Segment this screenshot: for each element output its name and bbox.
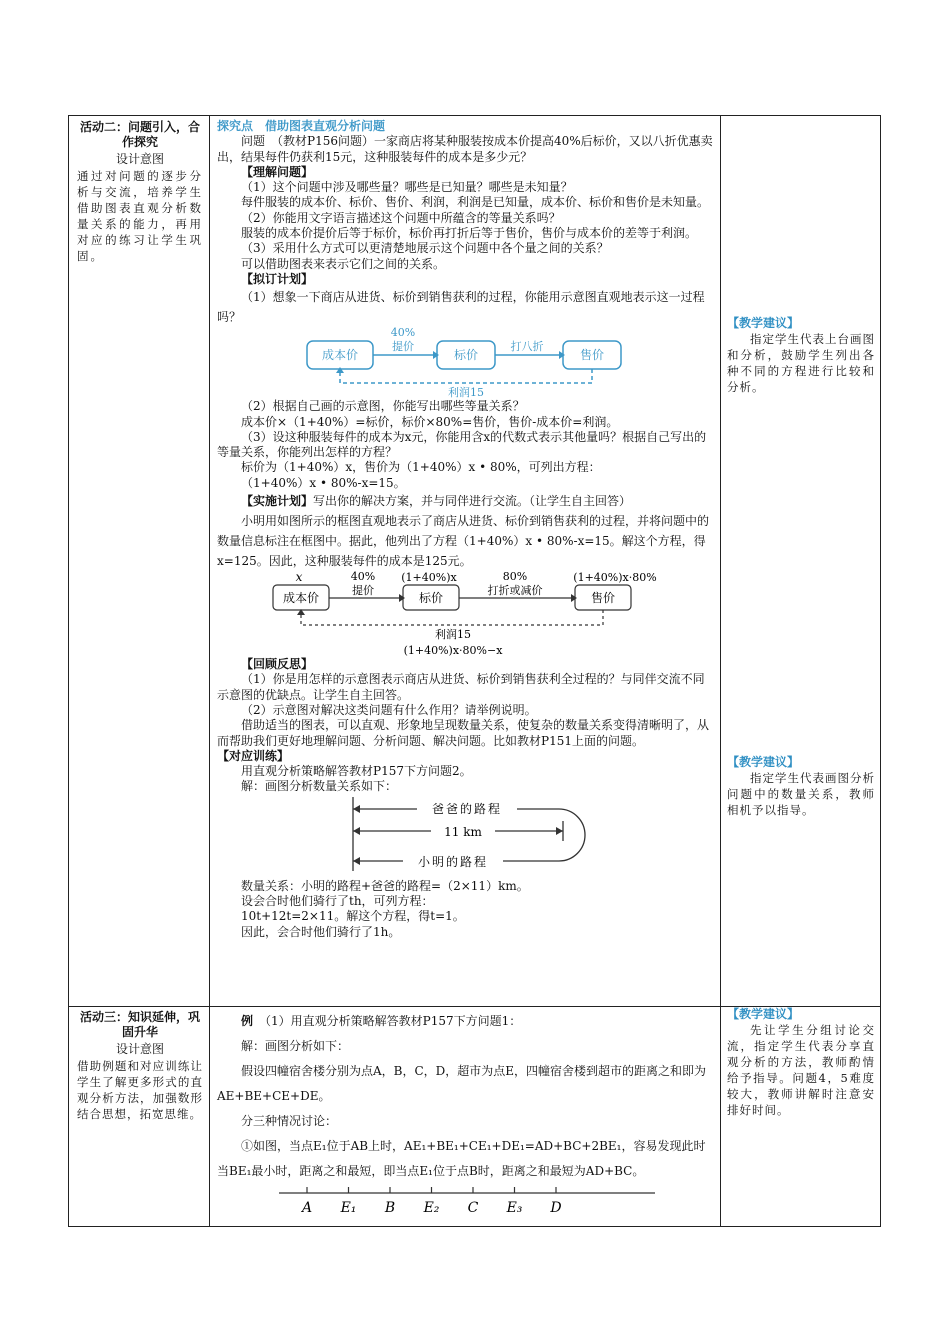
activity3-tip <box>727 1006 875 1118</box>
training-conclusion: 因此，会合时他们骑行了1h。 <box>241 924 401 939</box>
process-diagram-1 <box>217 327 713 399</box>
discount-label: 打八折 <box>510 340 544 354</box>
raise-label: 提价 <box>392 340 414 354</box>
point-label: E₁ <box>340 1200 357 1216</box>
plan-heading: 【拟订计划】 <box>241 271 314 286</box>
activity3-intent-label: 设计意图 <box>115 1042 164 1056</box>
tip-text: 指定学生代表上台画图和分析，鼓励学生列出各种不同的方程进行比较和分析。 <box>727 332 875 394</box>
ming-route-label: 小明的路程 <box>417 854 489 869</box>
question-1: （1）这个问题中涉及哪些量？哪些是已知量？哪些是未知量？ <box>241 180 573 195</box>
profit-bracket <box>340 369 592 383</box>
review-summary: 借助适当的图表，可以直观、形象地呈现数量关系，使复杂的数量关系变得清晰明了，从而帮助我们更好地理解问题、分析问题、解决问题。比如教材P151上面的问题。 <box>217 718 710 748</box>
activity2-left-cell <box>77 120 203 264</box>
training-setup: 设会合时他们骑行了th，可列方程： <box>241 894 434 909</box>
profit-expression: (1+40%)x·80%−x <box>403 644 503 658</box>
column-divider <box>720 116 721 1226</box>
activity2-title: 活动二：问题引入，合作探究 <box>79 120 200 149</box>
question-2: （2）你能用文字语言描述这个问题中所蕴含的等量关系吗？ <box>241 210 561 225</box>
raise-percent-label: 40% <box>390 327 416 340</box>
answer-3: 可以借助图表来表示它们之间的关系。 <box>241 256 446 271</box>
training-solution-intro: 解：画图分析数量关系如下： <box>241 779 398 794</box>
point-label: C <box>467 1200 479 1216</box>
activity2-tip-2 <box>727 754 875 818</box>
training-heading: 【对应训练】 <box>217 748 290 763</box>
plan-equation: （1+40%）x • 80%-x=15。 <box>241 475 406 490</box>
review-2: （2）示意图对解决这类问题有什么作用？请举例说明。 <box>241 702 537 717</box>
activity3-main-cell <box>217 1009 713 1218</box>
activity2-intent-label: 设计意图 <box>115 152 164 166</box>
activity2-main-cell <box>217 119 713 940</box>
example-label: 例 <box>241 1014 254 1028</box>
number-line-diagram <box>217 1184 713 1218</box>
process-diagram-2 <box>217 571 713 657</box>
training-relation: 数量关系：小明的路程+爸爸的路程=（2×11）km。 <box>241 878 529 893</box>
tip-text: 先让学生分组讨论交流，指定学生代表分享直观分析的方法，教师酌情给予指导。问题4，5难度较大，教师讲解时注意安排好时间。 <box>727 1023 875 1117</box>
arrowhead <box>353 857 360 865</box>
activity3-title: 活动三：知识延伸，巩固升华 <box>79 1010 200 1039</box>
training-equation: 10t+12t=2×11。解这个方程，得t=1。 <box>241 909 465 924</box>
activity2-tip-1 <box>727 315 875 395</box>
tip-text: 指定学生代表画图分析问题中的数量关系，教师相机予以指导。 <box>727 771 875 817</box>
raise-percent-label: 40% <box>350 571 376 584</box>
profit-label: 利润15 <box>435 628 471 642</box>
example-text: （1）用直观分析策略解答教材P157下方问题1： <box>265 1014 522 1028</box>
discount-label: 打折或减价 <box>487 584 543 598</box>
review-1: （1）你是用怎样的示意图表示商店从进货、标价到销售获利全过程的？与同伴交流不同示意图的优缺点。让学生自主回答。 <box>217 672 705 702</box>
box3-label: 售价 <box>590 591 616 606</box>
plan-step-3-answer: 标价为（1+40%）x，售价为（1+40%）x • 80%，可列出方程： <box>241 460 601 475</box>
arrowhead <box>353 827 360 835</box>
plan-step-2-answer: 成本价×（1+40%）=标价，标价×80%=售价，售价-成本价=利润。 <box>241 414 619 429</box>
box1-label: 成本价 <box>321 348 359 363</box>
box3-label: 售价 <box>579 348 605 363</box>
implement-text: 写出你的解决方案，并与同伴进行交流。（让学生自主回答） <box>313 494 632 509</box>
tip-tag: 【教学建议】 <box>727 755 800 769</box>
arrowhead <box>559 351 565 359</box>
raise-label: 提价 <box>352 584 374 598</box>
section-title: 探究点 借助图表直观分析问题 <box>217 119 386 133</box>
box2-label: 标价 <box>453 348 479 363</box>
understand-heading: 【理解问题】 <box>241 164 314 179</box>
answer-1: 每件服装的成本价、标价、售价、利润，利润是已知量，成本价、标价和售价是未知量。 <box>241 195 710 210</box>
tip-tag: 【教学建议】 <box>727 316 800 330</box>
discount-percent-label: 80% <box>502 571 528 584</box>
problem-text: 问题 （教材P156问题）一家商店将某种服装按成本价提高40%后标价，又以八折优惠卖出，结果每件仍获利15元，这种服装每件的成本是多少元？ <box>217 134 713 164</box>
point-label: A <box>301 1200 313 1216</box>
box2-label: 标价 <box>418 591 444 606</box>
cost-variable: x <box>295 571 303 585</box>
xiaoming-solution: 小明用如图所示的框图直观地表示了商店从进货、标价到销售获利的过程，并将问题中的数量信息标注在框图中。据此，他列出了方程（1+40%）x • 80%-x=15。解这个方程，得x=125。因此，这种服装每件的成本是125元。 <box>217 514 710 569</box>
sale-price-expression: (1+40%)x·80% <box>573 571 657 585</box>
activity3-intent-text: 借助例题和对应训练让学生了解更多形式的直观分析方法，加强数形结合思想，拓宽思维。 <box>77 1059 203 1121</box>
arrowhead <box>571 594 577 602</box>
box1-label: 成本价 <box>282 591 320 606</box>
plan-step-2: （2）根据自己画的示意图，你能写出哪些等量关系？ <box>241 399 525 414</box>
distance-label: 11 km <box>444 824 482 839</box>
answer-2: 服装的成本价提价后等于标价，标价再打折后等于售价，售价与成本价的差等于利润。 <box>241 226 698 241</box>
training-task: 用直观分析策略解答教材P157下方问题2。 <box>241 764 472 779</box>
example-setup: 假设四幢宿舍楼分别为点A，B，C，D，超市为点E，四幢宿舍楼到超市的距离之和即为AE+BE+CE+DE。 <box>217 1064 707 1103</box>
question-3: （3）采用什么方式可以更清楚地展示这个问题中各个量之间的关系？ <box>241 241 609 256</box>
point-label: E₃ <box>506 1200 523 1216</box>
implement-heading: 【实施计划】 <box>241 494 314 509</box>
column-divider <box>209 116 210 1226</box>
activity3-left-cell <box>77 1010 203 1122</box>
example-case-1: ①如图，当点E₁位于AB上时，AE₁+BE₁+CE₁+DE₁=AD+BC+2BE₁，容易发现此时当BE₁最小时，距离之和最短，即当点E₁位于点B时，距离之和最短为AD+BC。 <box>217 1139 706 1178</box>
point-label: D <box>550 1200 562 1216</box>
arrowhead <box>336 367 344 373</box>
example-solution-intro: 解：画图分析如下： <box>241 1039 350 1053</box>
route-diagram <box>217 795 713 879</box>
plan-step-3: （3）设这种服装每件的成本为x元，你能用含x的代数式表示其他量吗？根据自己写出的等量关系，你能列出怎样的方程？ <box>217 429 707 460</box>
arrowhead <box>556 827 563 835</box>
arrowhead <box>399 594 405 602</box>
arrowhead <box>433 351 439 359</box>
arrowhead <box>353 805 360 813</box>
profit-label: 利润15 <box>448 386 484 400</box>
review-heading: 【回顾反思】 <box>241 657 314 672</box>
lesson-table <box>68 115 881 1227</box>
dad-route-label: 爸爸的路程 <box>431 801 503 816</box>
example-cases: 分三种情况讨论： <box>241 1114 338 1128</box>
profit-bracket <box>301 610 603 625</box>
activity2-intent-text: 通过对问题的逐步分析与交流，培养学生借助图表直观分析数量关系的能力，再用对应的练习让学生巩固。 <box>77 169 203 263</box>
point-label: B <box>384 1200 396 1216</box>
marked-price-expression: (1+40%)x <box>401 571 457 585</box>
plan-step-1: （1）想象一下商店从进货、标价到销售获利的过程，你能用示意图直观地表示这一过程吗？ <box>217 290 705 325</box>
point-label: E₂ <box>423 1200 440 1216</box>
tip-tag: 【教学建议】 <box>727 1007 800 1021</box>
